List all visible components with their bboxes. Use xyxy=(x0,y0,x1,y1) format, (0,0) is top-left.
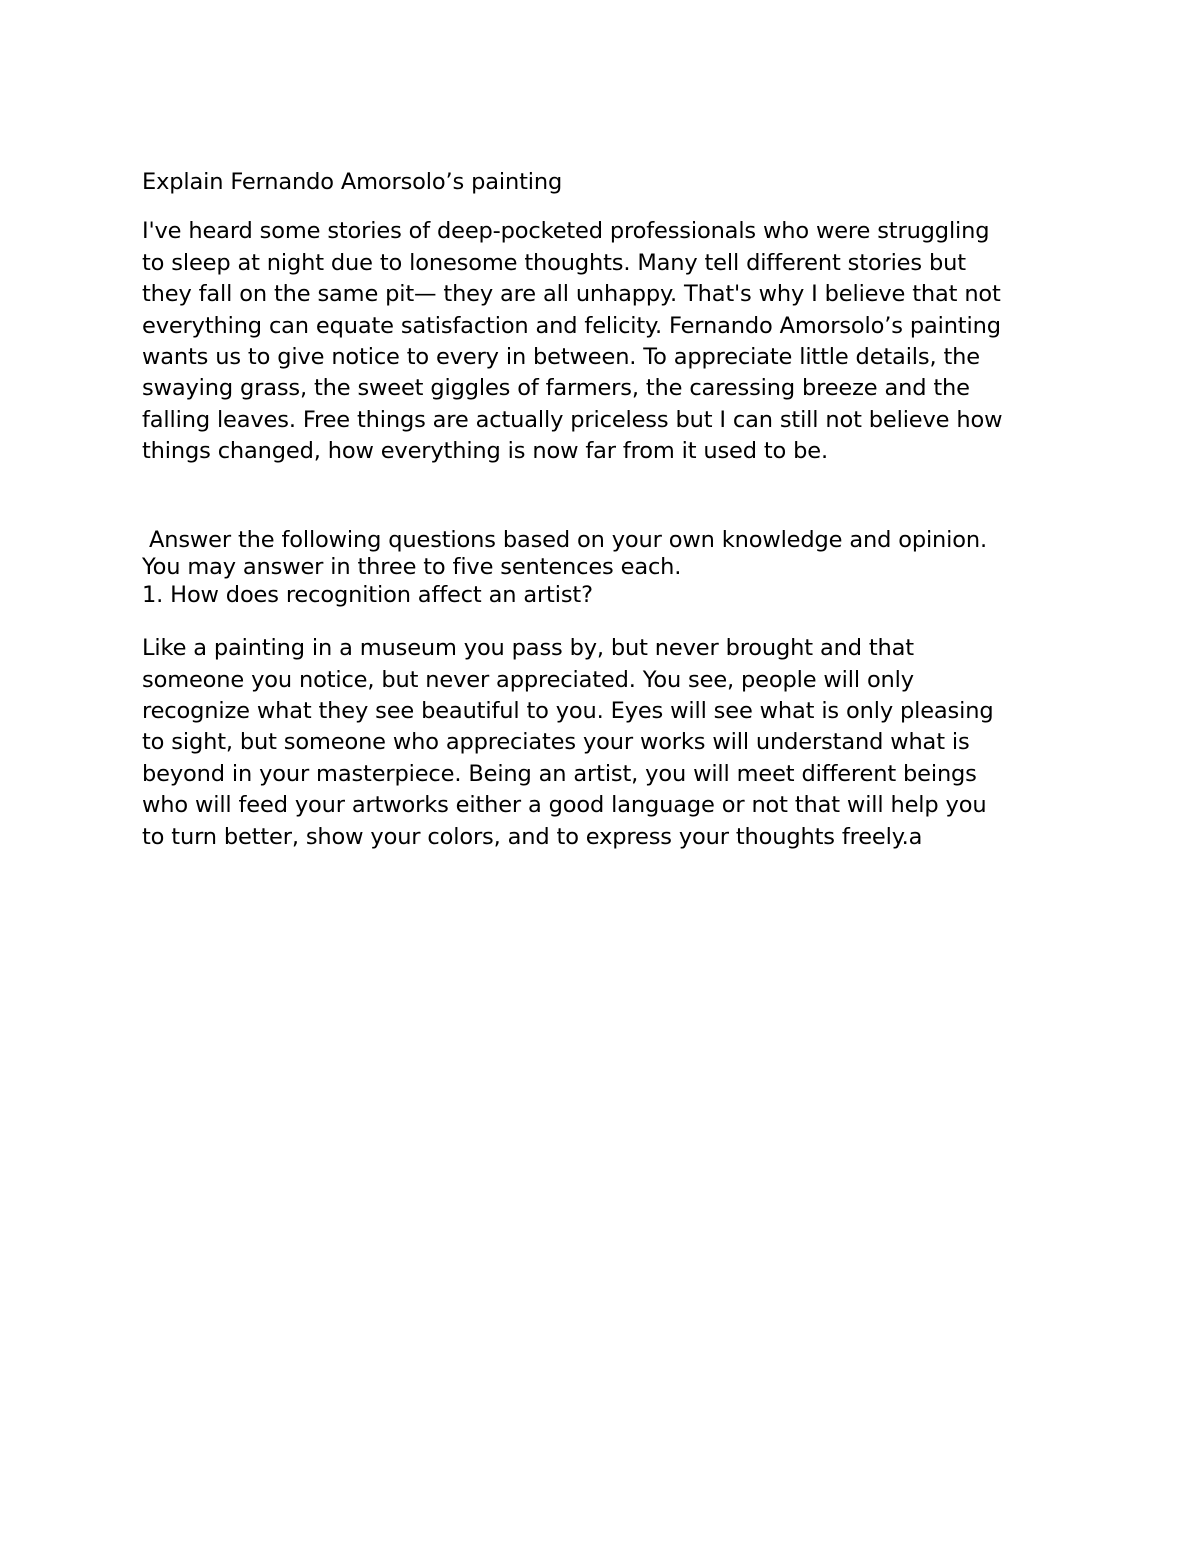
instructions-block xyxy=(142,527,1082,610)
answer-line: who will feed your artworks either a good language or not that will help you xyxy=(142,792,987,819)
answer-line: to sight, but someone who appreciates your works will understand what is xyxy=(142,729,970,756)
answer-line: someone you notice, but never appreciated. You see, people will only xyxy=(142,666,914,693)
instruction-line: You may answer in three to five sentences each. xyxy=(142,554,682,581)
answer-line: recognize what they see beautiful to you. Eyes will see what is only pleasing xyxy=(142,697,994,724)
answer-line: Like a painting in a museum you pass by, but never brought and that xyxy=(142,635,914,662)
paragraph-line: things changed, how everything is now far from it used to be. xyxy=(142,438,828,465)
document-body xyxy=(142,167,1082,853)
answer-paragraph xyxy=(142,633,1082,853)
instruction-line: Answer the following questions based on your own knowledge and opinion. xyxy=(142,526,987,553)
paragraph-line: everything can equate satisfaction and felicity. Fernando Amorsolo’s painting xyxy=(142,312,1001,339)
question-1: 1. How does recognition affect an artist? xyxy=(142,581,593,608)
paragraph-line: to sleep at night due to lonesome thoughts. Many tell different stories but xyxy=(142,249,966,276)
answer-line: to turn better, show your colors, and to express your thoughts freely.a xyxy=(142,823,923,850)
document-title: Explain Fernando Amorsolo’s painting xyxy=(142,169,563,195)
answer-line: beyond in your masterpiece. Being an artist, you will meet different beings xyxy=(142,760,977,787)
paragraph-line: falling leaves. Free things are actually priceless but I can still not believe how xyxy=(142,406,1003,433)
paragraph-line: they fall on the same pit— they are all unhappy. That's why I believe that not xyxy=(142,281,1001,308)
paragraph-line: swaying grass, the sweet giggles of farmers, the caressing breeze and the xyxy=(142,375,970,402)
paragraph-line: wants us to give notice to every in between. To appreciate little details, the xyxy=(142,344,980,371)
paragraph-line: I've heard some stories of deep-pocketed professionals who were struggling xyxy=(142,218,990,245)
intro-paragraph xyxy=(142,216,1082,467)
